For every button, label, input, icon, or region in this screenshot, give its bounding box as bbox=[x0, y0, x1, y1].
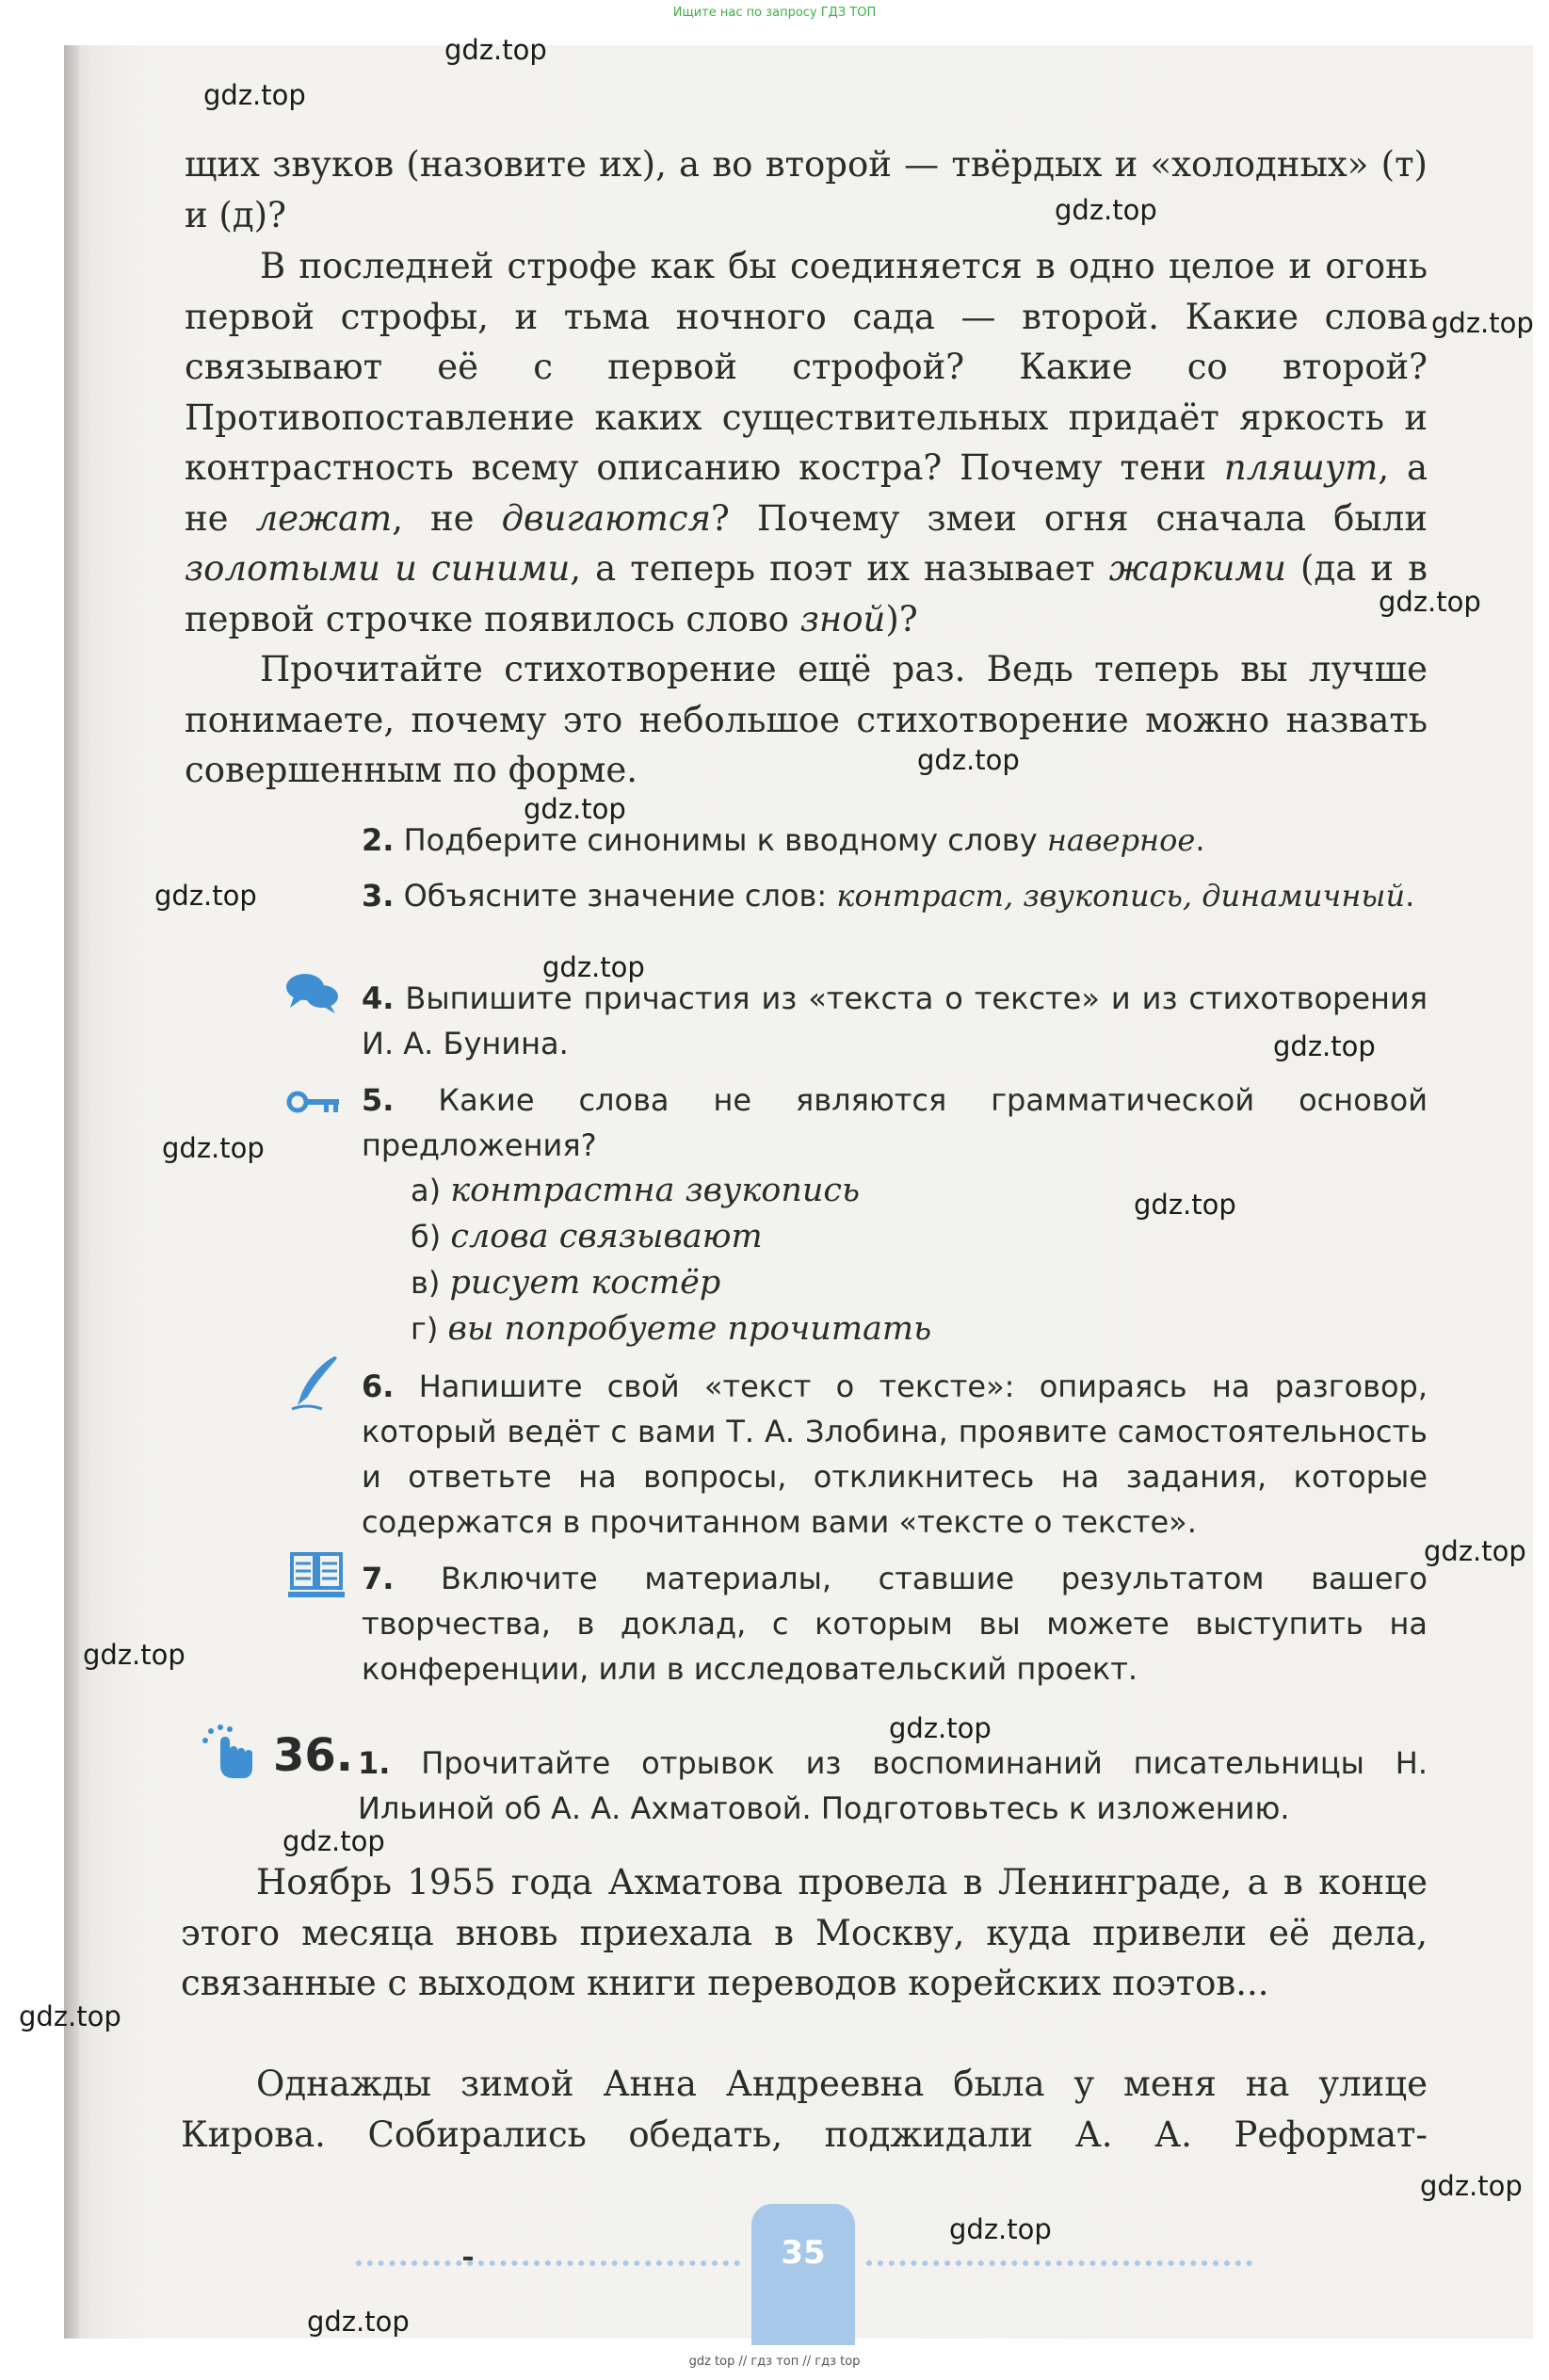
task-7-text: Включите материалы, ставшие результатом вашего творчества, в доклад, с которым вы можете выступить на конференции, или в исследовательский проект. bbox=[362, 1561, 1428, 1687]
p2-part-f: (да и в первой строчке появилось слово bbox=[185, 548, 1428, 640]
option-value: слова связывают bbox=[450, 1218, 763, 1255]
bottom-banner[interactable]: gdz top // гдз топ // гдз top bbox=[688, 2355, 861, 2369]
p2-part-c: , не bbox=[392, 497, 502, 539]
p2-part-g: )? bbox=[885, 598, 918, 640]
paragraph-1-text: щих звуков (назовите их), а во второй — твёрдых и «холодных» (т) и (д)? bbox=[185, 144, 1428, 235]
task-3-number: 3. bbox=[362, 878, 395, 914]
watermark: gdz.top bbox=[1273, 1030, 1376, 1062]
p2-part-b: , а не bbox=[185, 447, 1428, 539]
paragraph-2 bbox=[185, 241, 1428, 644]
task-7-number: 7. bbox=[362, 1561, 395, 1596]
task-5-option-d bbox=[411, 1306, 931, 1352]
exercise-36-task-1 bbox=[358, 1740, 1428, 1831]
p2-part-e: , а теперь поэт их называет bbox=[570, 548, 1109, 589]
pen-icon bbox=[288, 1352, 341, 1415]
option-value: вы попробуете прочитать bbox=[447, 1310, 932, 1348]
p2-word-znoy: зной bbox=[799, 598, 886, 640]
watermark: gdz.top bbox=[83, 1639, 186, 1671]
open-book-icon bbox=[288, 1550, 345, 1599]
excerpt-paragraph-1-text: Ноябрь 1955 года Ахматова провела в Ленинграде, а в конце этого месяца вновь приехала в Москву, куда привели её дела, связанные с выходом книги переводов корейских поэтов... bbox=[181, 1862, 1428, 2003]
task-4 bbox=[362, 976, 1428, 1066]
p2-word-plyashut: пляшут bbox=[1223, 447, 1379, 488]
task-3 bbox=[362, 873, 1428, 918]
p2-part-d: ? Почему змеи огня сначала были bbox=[711, 497, 1428, 539]
p2-part-a: В последней строфе как бы соединяется в одно целое и огонь первой строфы, и тьма ночного сада — второй. Какие слова связывают её с первой строфой? Какие со второй? Противопоставление каких существительных придаёт яркость и контрастность всему описанию костра? Почему тени bbox=[185, 246, 1428, 488]
watermark: gdz.top bbox=[917, 744, 1020, 776]
paragraph-2-text bbox=[185, 241, 1428, 644]
task-6-text: Напишите свой «текст о тексте»: опираясь на разговор, который ведёт с вами Т. А. Злобина, проявите самостоятельность и ответьте на вопросы, откликнитесь на задания, которые содержатся в прочитанном вами «тексте о тексте». bbox=[362, 1368, 1428, 1540]
watermark: gdz.top bbox=[203, 79, 306, 111]
option-label: г) bbox=[411, 1311, 439, 1347]
p2-word-zolotymi: золотыми и синими bbox=[185, 548, 571, 589]
task-6 bbox=[362, 1364, 1428, 1545]
task-5 bbox=[362, 1077, 1428, 1168]
option-label: а) bbox=[411, 1173, 442, 1208]
watermark: gdz.top bbox=[1420, 2170, 1523, 2202]
task-5-option-a bbox=[411, 1168, 860, 1213]
footer-mark bbox=[463, 2257, 473, 2260]
excerpt-paragraph-2-text: Однажды зимой Анна Андреевна была у меня на улице Кирова. Собирались обедать, поджидали А. А. Реформат- bbox=[181, 2064, 1428, 2155]
watermark: gdz.top bbox=[1431, 307, 1534, 339]
task-5-option-c bbox=[411, 1260, 720, 1305]
excerpt-paragraph-2 bbox=[181, 2059, 1428, 2160]
key-icon bbox=[286, 1085, 343, 1119]
paragraph-1 bbox=[185, 139, 1428, 240]
paragraph-3-text: Прочитайте стихотворение ещё раз. Ведь теперь вы лучше понимаете, почему это небольшое стихотворение можно назвать совершенным по форме. bbox=[185, 649, 1428, 790]
watermark: gdz.top bbox=[1424, 1535, 1526, 1567]
p2-word-zharkimi: жаркими bbox=[1108, 548, 1286, 589]
option-label: б) bbox=[411, 1219, 442, 1255]
task-7 bbox=[362, 1556, 1428, 1692]
hand-touch-icon bbox=[200, 1724, 260, 1784]
task-4-text: Выпишите причастия из «текста о тексте» и из стихотворения И. А. Бунина. bbox=[362, 980, 1428, 1061]
exercise-task-text: Прочитайте отрывок из воспоминаний писательницы Н. Ильиной об А. А. Ахматовой. Подготовьтесь к изложению. bbox=[358, 1745, 1428, 1826]
watermark: gdz.top bbox=[162, 1132, 265, 1164]
option-label: в) bbox=[411, 1265, 441, 1301]
p2-word-dvigayutsya: двигаются bbox=[501, 497, 712, 539]
p2-word-lezhat: лежат bbox=[255, 497, 393, 539]
watermark: gdz.top bbox=[1379, 586, 1481, 618]
watermark: gdz.top bbox=[889, 1712, 992, 1744]
task-2 bbox=[362, 818, 1428, 863]
task-3-end: . bbox=[1405, 878, 1415, 914]
page-number-tab bbox=[751, 2204, 855, 2345]
exercise-task-number: 1. bbox=[358, 1745, 391, 1781]
watermark: gdz.top bbox=[1055, 194, 1157, 226]
task-3-words: контраст, звукопись, динамичный bbox=[836, 878, 1406, 914]
watermark: gdz.top bbox=[542, 951, 645, 983]
top-banner[interactable]: Ищите нас по запросу ГДЗ ТОП bbox=[672, 6, 877, 20]
watermark: gdz.top bbox=[444, 34, 547, 66]
page-number: 35 bbox=[781, 2234, 826, 2272]
option-value: рисует костёр bbox=[449, 1264, 721, 1302]
page-spine-shadow bbox=[64, 45, 79, 2339]
task-4-number: 4. bbox=[362, 980, 395, 1016]
task-5-number: 5. bbox=[362, 1082, 395, 1118]
watermark: gdz.top bbox=[282, 1825, 385, 1857]
watermark: gdz.top bbox=[1134, 1189, 1236, 1221]
watermark: gdz.top bbox=[949, 2213, 1052, 2245]
task-6-number: 6. bbox=[362, 1368, 395, 1404]
excerpt-paragraph-1 bbox=[181, 1857, 1428, 2009]
paragraph-3 bbox=[185, 644, 1428, 796]
watermark: gdz.top bbox=[154, 880, 257, 912]
task-2-word: наверное bbox=[1046, 822, 1196, 858]
task-3-text: Объясните значение слов: bbox=[394, 878, 837, 914]
watermark: gdz.top bbox=[19, 2000, 121, 2032]
task-5-text: Какие слова не являются грамматической основой предложения? bbox=[362, 1082, 1428, 1163]
watermark: gdz.top bbox=[307, 2306, 410, 2338]
exercise-number: 36. bbox=[273, 1729, 354, 1782]
task-5-option-b bbox=[411, 1214, 763, 1259]
watermark: gdz.top bbox=[524, 793, 626, 825]
task-2-text: Подберите синонимы к вводному слову bbox=[394, 822, 1047, 858]
option-value: контрастна звукопись bbox=[450, 1172, 861, 1209]
footer-dotted-rule-right bbox=[866, 2260, 1252, 2266]
footer-dotted-rule-left bbox=[356, 2260, 740, 2266]
speech-bubbles-icon bbox=[284, 970, 341, 1015]
task-2-number: 2. bbox=[362, 822, 395, 858]
task-2-end: . bbox=[1195, 822, 1205, 858]
